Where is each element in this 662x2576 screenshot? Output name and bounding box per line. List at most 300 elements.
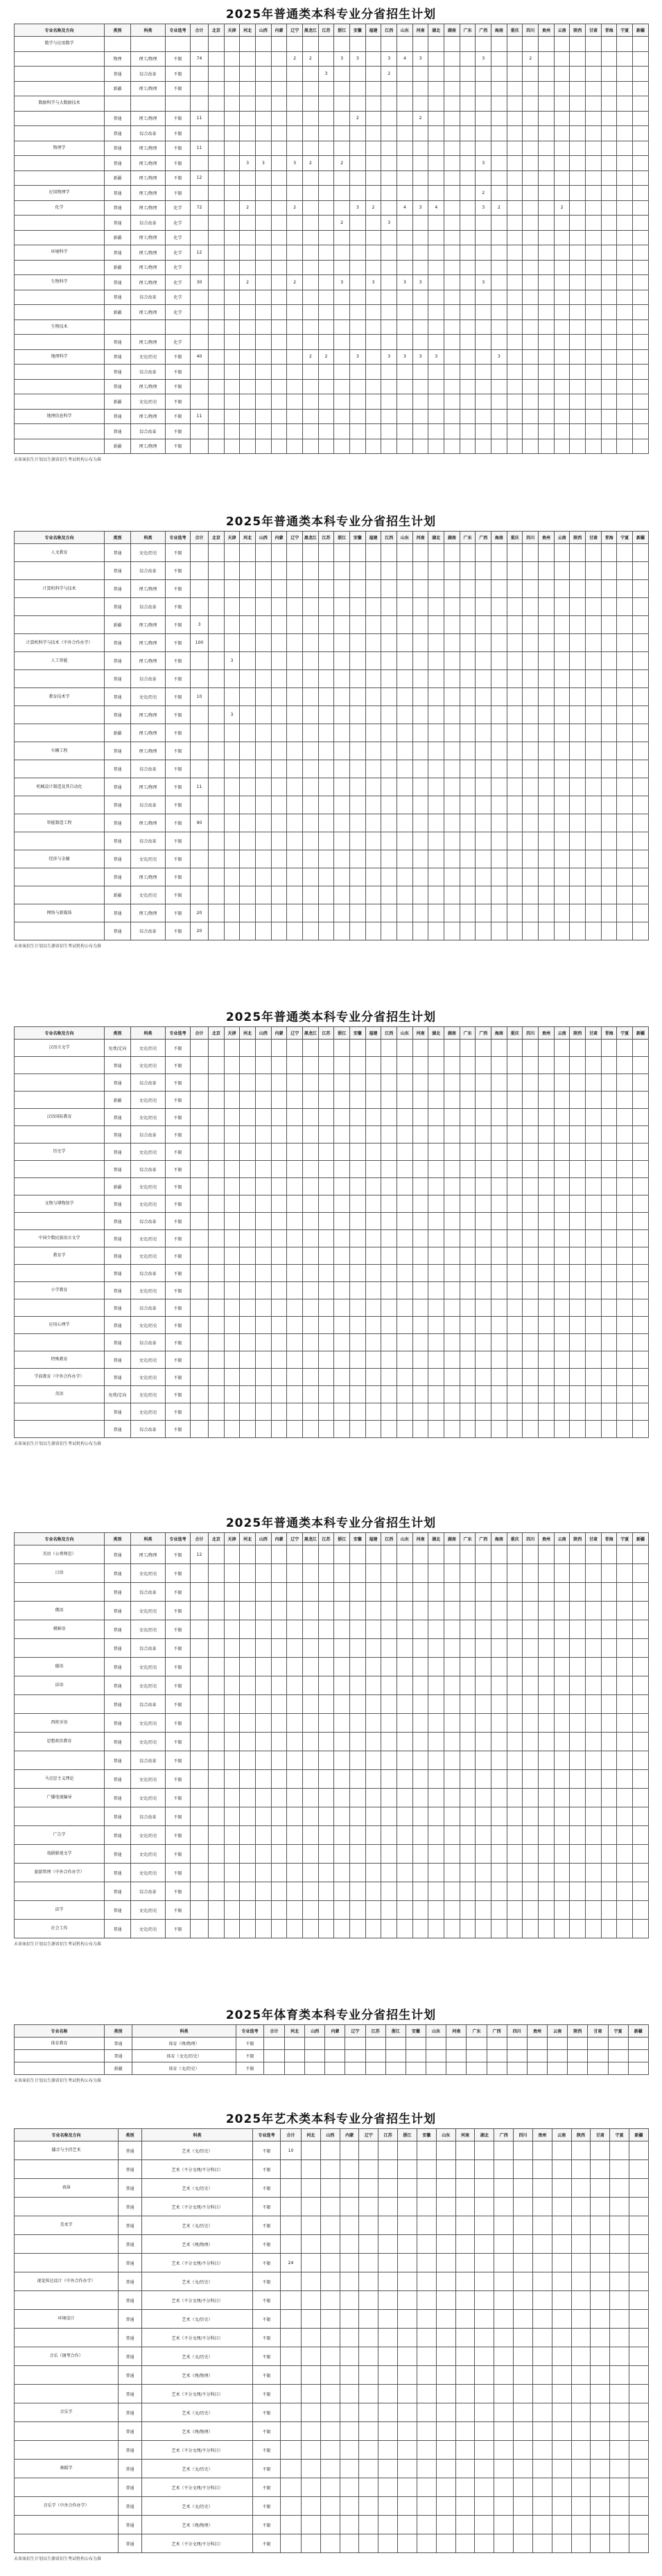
table-cell	[428, 1920, 444, 1938]
table-cell	[601, 886, 617, 904]
table-cell	[334, 1195, 350, 1213]
table-row	[15, 1213, 649, 1230]
table-cell	[428, 1282, 444, 1299]
table-cell	[554, 1403, 570, 1421]
table-cell	[350, 1733, 366, 1751]
table-cell	[552, 2310, 571, 2329]
table-cell	[281, 2460, 302, 2478]
table-cell	[325, 2038, 345, 2050]
table-cell	[507, 186, 523, 201]
table-cell	[586, 544, 602, 562]
table-cell	[507, 724, 523, 742]
table-cell	[240, 260, 256, 275]
table-cell	[209, 1178, 225, 1195]
table-cell	[287, 778, 303, 796]
table-cell	[475, 2198, 494, 2216]
table-cell	[554, 1195, 570, 1213]
table-cell	[340, 2310, 359, 2329]
table-cell	[514, 2460, 533, 2478]
major-name-cell	[15, 81, 105, 96]
table-cell	[444, 1639, 460, 1658]
table-cell	[365, 305, 381, 320]
table-cell	[256, 1807, 272, 1826]
table-cell	[539, 1351, 555, 1369]
table-cell	[539, 1299, 555, 1317]
table-cell: 普通	[105, 1351, 131, 1369]
table-cell	[539, 1195, 555, 1213]
table-cell	[591, 2422, 610, 2441]
column-header: 甘肃	[591, 2129, 610, 2141]
table-cell	[570, 1386, 586, 1403]
table-cell	[617, 598, 633, 616]
table-row	[15, 778, 649, 796]
column-header: 湖南	[444, 24, 460, 37]
table-cell: 免费/定向	[105, 1386, 131, 1403]
table-cell: 普通	[119, 2198, 142, 2216]
column-header: 山西	[256, 1533, 272, 1545]
table-cell	[554, 186, 570, 201]
table-cell	[365, 1126, 381, 1144]
table-cell	[318, 1351, 334, 1369]
column-header: 河南	[412, 532, 428, 544]
table-cell	[303, 1421, 319, 1438]
table-cell	[460, 598, 476, 616]
table-cell: 11	[191, 409, 209, 424]
table-cell	[491, 111, 507, 126]
table-cell	[417, 2141, 436, 2160]
table-cell	[586, 1545, 602, 1564]
table-cell	[633, 1901, 649, 1920]
table-cell	[318, 1317, 334, 1334]
table-cell	[554, 1920, 570, 1938]
table-cell	[444, 1369, 460, 1386]
table-cell	[476, 796, 491, 814]
table-cell	[340, 2272, 359, 2291]
table-cell	[271, 742, 287, 760]
table-cell	[397, 1161, 413, 1178]
table-cell	[570, 1074, 586, 1092]
table-cell	[365, 1583, 381, 1602]
table-cell	[532, 2534, 552, 2553]
table-cell	[523, 760, 539, 778]
table-cell	[397, 1807, 413, 1826]
table-cell	[224, 1770, 240, 1789]
table-cell	[436, 2385, 455, 2403]
table-cell	[570, 1733, 586, 1751]
table-cell: 普通	[105, 141, 131, 156]
table-cell	[209, 1057, 225, 1074]
table-cell	[303, 652, 319, 670]
table-cell	[460, 1882, 476, 1901]
table-cell	[365, 832, 381, 850]
table-cell	[476, 1583, 491, 1602]
table-cell	[271, 724, 287, 742]
table-cell	[320, 2460, 340, 2478]
table-cell	[240, 96, 256, 112]
table-cell	[539, 349, 555, 365]
table-cell	[444, 724, 460, 742]
table-cell	[303, 1620, 319, 1639]
table-cell	[287, 1230, 303, 1247]
table-cell	[475, 2347, 494, 2366]
table-cell	[460, 1807, 476, 1826]
table-cell	[350, 1545, 366, 1564]
table-cell	[224, 1882, 240, 1901]
table-cell	[539, 424, 555, 439]
table-cell	[491, 1247, 507, 1265]
table-cell	[302, 2291, 321, 2310]
table-cell	[334, 319, 350, 335]
table-cell	[412, 1845, 428, 1864]
table-cell	[491, 260, 507, 275]
table-cell	[412, 1213, 428, 1230]
table-cell: 文史/历史	[131, 1109, 166, 1126]
column-header: 类别	[105, 532, 131, 544]
table-cell	[303, 1178, 319, 1195]
table-cell	[381, 1057, 397, 1074]
table-row	[15, 260, 649, 275]
table-cell	[428, 1901, 444, 1920]
table-cell	[271, 562, 287, 580]
table-cell	[334, 245, 350, 261]
sports-plan-table	[14, 2024, 649, 2075]
table-cell	[397, 1733, 413, 1751]
table-cell	[539, 319, 555, 335]
table-cell	[507, 1109, 523, 1126]
table-cell	[460, 778, 476, 796]
column-header: 湖北	[428, 1027, 444, 1040]
table-cell	[601, 305, 617, 320]
table-cell	[570, 1126, 586, 1144]
table-cell	[570, 1282, 586, 1299]
table-cell	[523, 245, 539, 261]
table-cell	[554, 796, 570, 814]
table-cell	[428, 1770, 444, 1789]
table-cell	[428, 760, 444, 778]
table-row	[15, 216, 649, 231]
table-cell: 文史/历史	[131, 544, 166, 562]
table-cell	[455, 2403, 475, 2422]
table-cell	[570, 1247, 586, 1265]
table-cell	[224, 81, 240, 96]
table-cell	[539, 1057, 555, 1074]
table-cell: 普通	[105, 670, 131, 688]
table-cell	[334, 544, 350, 562]
table-cell	[271, 1733, 287, 1751]
table-cell: 普通	[105, 1403, 131, 1421]
table-cell	[460, 230, 476, 245]
table-cell	[570, 305, 586, 320]
table-cell	[428, 379, 444, 394]
table-cell: 不限	[166, 1403, 191, 1421]
table-cell	[539, 1676, 555, 1695]
table-cell: 普通	[119, 2216, 142, 2235]
table-cell	[523, 1317, 539, 1334]
table-cell	[381, 1126, 397, 1144]
table-row	[15, 1695, 649, 1714]
table-cell: 文史/历史	[131, 1714, 166, 1733]
table-cell	[365, 1040, 381, 1057]
table-cell	[444, 170, 460, 186]
table-row	[15, 439, 649, 454]
table-cell	[412, 1230, 428, 1247]
table-cell: 不限	[166, 1265, 191, 1282]
table-cell	[570, 1144, 586, 1161]
table-row	[15, 2329, 649, 2347]
table-cell	[271, 1213, 287, 1230]
table-cell	[191, 1369, 209, 1386]
table-cell	[428, 562, 444, 580]
table-cell	[334, 688, 350, 706]
table-cell	[507, 1144, 523, 1161]
table-cell	[381, 81, 397, 96]
table-cell	[491, 1421, 507, 1438]
table-cell	[334, 1057, 350, 1074]
table-cell	[256, 1864, 272, 1882]
table-cell	[570, 81, 586, 96]
table-cell	[365, 1109, 381, 1126]
table-cell	[281, 2272, 302, 2291]
table-cell	[209, 1334, 225, 1351]
table-cell	[191, 424, 209, 439]
major-name-cell: 物理学	[15, 141, 105, 156]
table-cell	[412, 1826, 428, 1845]
table-cell	[240, 439, 256, 454]
table-cell	[398, 2291, 417, 2310]
table-cell	[586, 1695, 602, 1714]
table-cell	[271, 96, 287, 112]
table-cell	[527, 2038, 547, 2050]
table-cell: 理工/物理	[131, 580, 166, 598]
table-cell	[523, 1195, 539, 1213]
table-cell	[428, 1265, 444, 1282]
table-cell: 化学	[166, 305, 191, 320]
table-cell	[271, 1901, 287, 1920]
table-cell	[507, 562, 523, 580]
table-row	[15, 1826, 649, 1845]
table-cell	[378, 2272, 398, 2291]
table-cell	[476, 1317, 491, 1334]
table-cell	[633, 1882, 649, 1901]
table-cell	[287, 634, 303, 652]
column-header: 河北	[285, 2025, 305, 2038]
table-cell	[571, 2366, 591, 2385]
table-cell	[633, 724, 649, 742]
table-cell	[554, 616, 570, 634]
table-cell	[507, 1386, 523, 1403]
table-cell	[494, 2216, 514, 2235]
table-cell	[318, 1620, 334, 1639]
table-cell	[318, 1920, 334, 1938]
table-cell	[224, 1369, 240, 1386]
table-cell	[412, 634, 428, 652]
table-cell: 化学	[166, 216, 191, 231]
table-cell	[601, 1733, 617, 1751]
column-header: 四川	[514, 2129, 533, 2141]
table-cell	[444, 1265, 460, 1282]
table-cell	[240, 394, 256, 410]
table-cell	[539, 1545, 555, 1564]
table-cell	[397, 1057, 413, 1074]
table-cell	[397, 1545, 413, 1564]
table-cell: 11	[191, 141, 209, 156]
table-cell	[610, 2347, 629, 2366]
table-cell	[444, 1845, 460, 1864]
table-cell	[586, 1282, 602, 1299]
table-cell	[256, 67, 272, 82]
table-cell	[554, 1751, 570, 1770]
table-cell: 不限	[166, 1074, 191, 1092]
table-cell: 不限	[166, 1247, 191, 1265]
table-cell: 普通	[105, 216, 131, 231]
major-name-cell: 应用心理学	[15, 1317, 105, 1334]
column-header: 四川	[523, 1533, 539, 1545]
table-cell	[633, 1334, 649, 1351]
table-cell	[365, 634, 381, 652]
table-cell: 文史/历史	[131, 1864, 166, 1882]
table-cell	[610, 2403, 629, 2422]
table-cell	[586, 814, 602, 832]
table-cell	[491, 886, 507, 904]
table-cell	[271, 1126, 287, 1144]
table-cell	[240, 1386, 256, 1403]
table-cell	[287, 1620, 303, 1639]
table-cell	[271, 616, 287, 634]
table-cell	[256, 1789, 272, 1807]
table-cell	[428, 1583, 444, 1602]
table-cell	[350, 652, 366, 670]
table-cell	[256, 1351, 272, 1369]
table-cell	[350, 886, 366, 904]
table-cell	[287, 1826, 303, 1845]
plan-table	[14, 531, 649, 940]
table-cell	[460, 688, 476, 706]
table-cell	[507, 141, 523, 156]
table-cell	[318, 562, 334, 580]
table-cell	[507, 230, 523, 245]
table-row	[15, 1265, 649, 1282]
table-cell: 2	[240, 275, 256, 290]
table-cell	[523, 652, 539, 670]
table-cell	[209, 1386, 225, 1403]
major-name-cell	[15, 1213, 105, 1230]
table-cell	[460, 1845, 476, 1864]
table-cell	[552, 2478, 571, 2497]
table-cell	[365, 1144, 381, 1161]
table-cell	[224, 200, 240, 216]
table-cell	[318, 305, 334, 320]
column-header: 专业名称及方向	[15, 24, 105, 37]
table-cell	[240, 1074, 256, 1092]
table-cell	[350, 1826, 366, 1845]
table-cell	[303, 409, 319, 424]
table-cell	[491, 1826, 507, 1845]
table-cell	[570, 1676, 586, 1695]
table-cell: 普通	[119, 2141, 142, 2160]
table-cell	[436, 2460, 455, 2478]
table-cell	[601, 1882, 617, 1901]
table-cell	[365, 2050, 385, 2062]
table-cell	[350, 706, 366, 724]
table-cell	[491, 1695, 507, 1714]
table-cell	[271, 868, 287, 886]
table-cell: 不限	[166, 1751, 191, 1770]
table-cell	[240, 230, 256, 245]
table-cell	[491, 598, 507, 616]
table-cell	[303, 562, 319, 580]
table-cell	[601, 1282, 617, 1299]
table-cell	[417, 2403, 436, 2422]
table-cell	[412, 365, 428, 380]
table-cell	[271, 598, 287, 616]
table-cell	[523, 922, 539, 940]
table-cell	[539, 170, 555, 186]
table-cell	[633, 904, 649, 922]
table-cell	[460, 81, 476, 96]
table-cell	[256, 832, 272, 850]
table-cell	[302, 2460, 321, 2478]
table-cell	[460, 379, 476, 394]
table-cell: 30	[191, 275, 209, 290]
table-cell	[209, 688, 225, 706]
table-cell	[287, 1421, 303, 1438]
table-cell	[586, 706, 602, 724]
table-cell	[318, 1545, 334, 1564]
table-cell	[381, 1247, 397, 1265]
table-cell	[633, 688, 649, 706]
table-cell	[476, 1334, 491, 1351]
table-cell	[191, 1695, 209, 1714]
table-cell	[224, 904, 240, 922]
table-cell	[586, 1351, 602, 1369]
table-cell: 不限	[166, 1351, 191, 1369]
table-cell	[426, 2050, 446, 2062]
table-cell	[460, 1369, 476, 1386]
table-cell	[381, 290, 397, 305]
table-cell	[633, 1421, 649, 1438]
table-cell	[591, 2460, 610, 2478]
table-cell	[617, 1602, 633, 1620]
table-row	[15, 2254, 649, 2272]
table-cell	[224, 409, 240, 424]
table-cell	[271, 1144, 287, 1161]
table-cell: 不限	[166, 616, 191, 634]
table-cell	[601, 409, 617, 424]
table-cell	[381, 1421, 397, 1438]
major-name-cell: 计算机科学与技术	[15, 580, 105, 598]
table-cell	[532, 2385, 552, 2403]
table-cell	[256, 1144, 272, 1161]
table-cell	[334, 1901, 350, 1920]
table-cell	[381, 230, 397, 245]
table-cell	[554, 409, 570, 424]
table-cell	[436, 2160, 455, 2179]
table-cell	[629, 2310, 649, 2329]
table-cell	[586, 1882, 602, 1901]
table-cell	[359, 2497, 378, 2516]
column-header: 湖北	[428, 24, 444, 37]
column-header: 宁夏	[608, 2025, 628, 2038]
table-cell	[412, 796, 428, 814]
table-cell: 不限	[166, 1733, 191, 1751]
table-row	[15, 1770, 649, 1789]
table-cell	[378, 2497, 398, 2516]
table-cell	[633, 1092, 649, 1109]
major-name-cell	[15, 335, 105, 350]
table-cell	[610, 2160, 629, 2179]
table-cell	[345, 2050, 365, 2062]
table-cell	[397, 141, 413, 156]
